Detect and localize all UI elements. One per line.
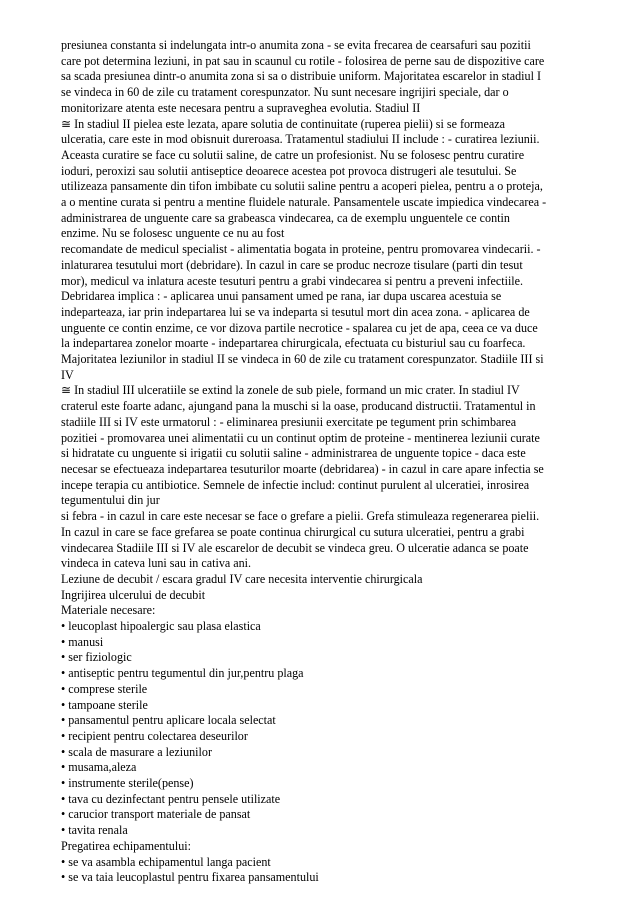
text-line: Debridarea implica : - aplicarea unui pansament umed pe rana, iar dupa uscarea acestuia se [61, 289, 502, 304]
text-line: sa scada presiunea dintr-o anumita zona si sa o distribuie uniform. Majoritatea escarelor in stadiul I [61, 69, 541, 84]
bullet-item: • instrumente sterile(pense) [61, 776, 194, 791]
text-line: Leziune de decubit / escara gradul IV care necesita interventie chirurgicala [61, 571, 423, 586]
bullet-item: • tampoane sterile [61, 697, 148, 712]
stage-paragraph-start: ≅ In stadiul II pielea este lezata, apare solutia de continuitate (ruperea pielii) si se formeaza [61, 116, 505, 131]
bullet-item: • tavita renala [61, 823, 128, 838]
bullet-item: • se va asambla echipamentul langa pacient [61, 854, 271, 869]
bullet-item: • carucior transport materiale de pansat [61, 807, 251, 822]
text-line: IV [61, 367, 74, 382]
bullet-item: • scala de masurare a leziunilor [61, 744, 212, 759]
bullet-item: • comprese sterile [61, 681, 148, 696]
text-line: tegumentului din jur [61, 493, 160, 508]
bullet-item: • ser fiziologic [61, 650, 132, 665]
text-line: Pregatirea echipamentului: [61, 838, 191, 853]
bullet-item: • se va taia leucoplastul pentru fixarea pansamentului [61, 870, 319, 885]
text-line: a o mentine curata si pentru a mentine fluidele naturale. Pansamentele uscate impiedica vindecarea - [61, 195, 547, 210]
text-line: care pot determina leziuni, in pat sau in scaunul cu rotile - folosirea de perne sau de dispozitive care [61, 53, 545, 68]
text-line: si hidratate cu unguente si irigatii cu solutii saline - administrarea de unguente topice - daca este [61, 446, 526, 461]
text-line: inlaturarea tesutului mort (debridare). In cazul in care se produc necroze tisulare (parti din tesut [61, 257, 523, 272]
stage-paragraph-start: ≅ In stadiul III ulceratiile se extind la zonele de sub piele, formand un mic crater. In stadiul IV [61, 383, 520, 398]
text-line: stadiile III si IV este urmatorul : - eliminarea presiunii exercitate pe tegument prin schimbarea [61, 414, 517, 429]
bullet-item: • pansamentul pentru aplicare locala selectat [61, 713, 276, 728]
document-body [61, 38, 581, 886]
text-line: administrarea de unguente care sa grabeasca vindecarea, ca de exemplu unguentele ce contin [61, 210, 510, 225]
text-line: Aceasta curatire se face cu solutii saline, de catre un profesionist. Nu se folosesc pentru curatire [61, 147, 525, 162]
text-line: recomandate de medicul specialist - alimentatia bogata in proteine, pentru promovarea vindecarii. - [61, 242, 541, 257]
text-line: necesar se efectueaza indepartarea tesuturilor moarte (debridarea) - in cazul in care apare infectia se [61, 461, 544, 476]
text-line: incepe terapia cu antibiotice. Semnele de infectie includ: continut purulent al ulceratiei, inrosirea [61, 477, 530, 492]
text-line: enzime. Nu se folosesc unguente ce nu au fost [61, 226, 285, 241]
text-line: In cazul in care se face grefarea se poate continua chirurgical cu sutura ulceratiei, pentru a grabi [61, 524, 525, 539]
text-line: presiunea constanta si indelungata intr-o anumita zona - se evita frecarea de cearsafuri sau pozitii [61, 38, 531, 52]
text-line: vindeca in cateva luni sau in cativa ani. [61, 556, 252, 571]
bullet-item: • leucoplast hipoalergic sau plasa elastica [61, 619, 261, 634]
text-line: si febra - in cazul in care este necesar se face o grefare a pielii. Grefa stimuleaza regenerarea pielii. [61, 509, 540, 524]
text-line: mor), medicul va inlatura aceste tesuturi pentru a grabi vindecarea si pentru a preveni infectiile. [61, 273, 524, 288]
bullet-item: • recipient pentru colectarea deseurilor [61, 728, 248, 743]
text-line: Ingrijirea ulcerului de decubit [61, 587, 206, 602]
bullet-item: • antiseptic pentru tegumentul din jur,pentru plaga [61, 666, 304, 681]
text-line: ulceratia, care este in mod obisnuit dureroasa. Tratamentul stadiului II include : - curatirea leziunii. [61, 132, 540, 147]
text-line: ioduri, peroxizi sau solutii antiseptice deoarece acestea pot provoca distrugeri ale tesutului. Se [61, 163, 517, 178]
document-page [61, 38, 581, 886]
text-line: se vindeca in 60 de zile cu tratament corespunzator. Nu sunt necesare ingrijiri speciale, dar o [61, 85, 509, 100]
text-line: Majoritatea leziunilor in stadiul II se vindeca in 60 de zile cu tratament corespunzator. Stadiile III si [61, 352, 544, 367]
text-line: pozitiei - promovarea unei alimentatii cu un continut optim de proteine - mentinerea leziunii curate [61, 430, 540, 445]
text-line: monitorizare atenta este necesara pentru a supraveghea evolutia. Stadiul II [61, 100, 421, 115]
bullet-item: • musama,aleza [61, 760, 137, 775]
bullet-item: • tava cu dezinfectant pentru pensele utilizate [61, 791, 281, 806]
text-line: vindecarea Stadiile III si IV ale escarelor de decubit se vindeca greu. O ulceratie adanca se poate [61, 540, 529, 555]
text-line: unguente ce contin enzime, ce vor dizova partile necrotice - spalarea cu jet de apa, ceea ce va duce [61, 320, 538, 335]
bullet-item: • manusi [61, 634, 104, 649]
text-line: utilizeaza pansamente din tifon imbibate cu solutii saline pentru a acoperi pielea, pentru a o proteja, [61, 179, 543, 194]
text-line: la indepartarea zonelor moarte - indepartarea chirurgicala, efectuata cu bisturiul sau cu foarfeca. [61, 336, 526, 351]
text-line: craterul este foarte adanc, ajungand pana la muschi si la oase, producand distructii. Tratamentul in [61, 399, 536, 414]
text-line: Materiale necesare: [61, 603, 156, 618]
text-line: indeparteaza, iar prin indepartarea lui se va indeparta si tesutul mort din acea zona. - aplicarea de [61, 304, 530, 319]
